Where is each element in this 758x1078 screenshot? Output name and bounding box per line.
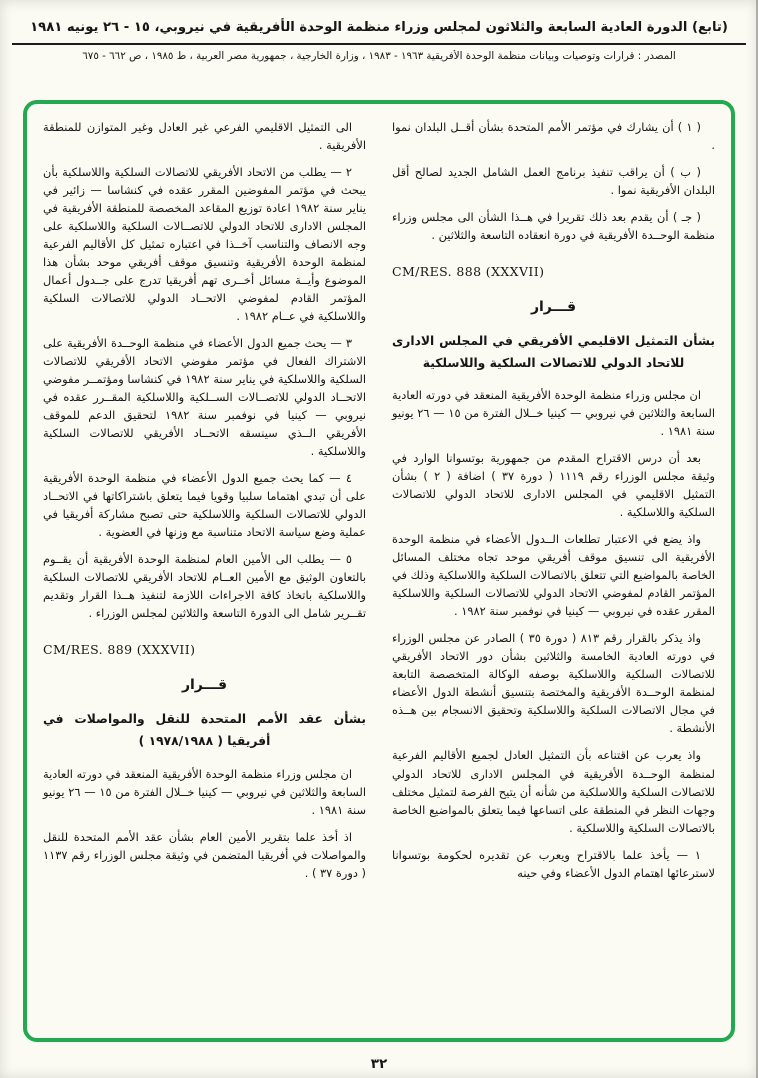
column-left — [43, 118, 366, 1024]
content-frame — [23, 100, 735, 1042]
paragraph: ٢ — يطلب من الاتحاد الأفريقي للاتصالات السلكية واللاسلكية بأن يبحث في مؤتمر المفوضين المقرر عقده في كنشاسا — زائير في يناير سنة ١٩٨٢ اعادة توزيع المقاعد المخصصة للمنطقة الأفريقية في المجلس الادارى للاتحاد الدولي للاتصــالات السلكية واللاسلكية على وجه الانصاف والتناسب آخــذا في اعتباره تمثيل كل الأقاليم الفرعية لمنظمة الوحدة الأفريقية وتنسيق موقف أفريقي موحد بشأن هذا الموضوع وأيــة مسائل أخــرى تهم أفريقيا تدرج على جــدول أعمال المؤتمر القادم لمفوضي الاتحــاد الدولي للاتصالات السلكية واللاسلكية في عــام ١٩٨٢ . — [43, 165, 366, 324]
paragraph: ان مجلس وزراء منظمة الوحدة الأفريقية المنعقد في دورته العادية السابعة والثلاثين في نيروبي — كينيا خــلال الفترة من ١٥ — ٢٦ يونيو سنة ١٩٨١ . — [392, 388, 715, 439]
paragraph: واذ يعرب عن اقتناعه بأن التمثيل العادل لجميع الأقاليم الفرعية لمنظمة الوحــدة الأفريقية في المجلس الادارى للاتحاد الدولي للاتصالات السلكية واللاسلكية من شأنه أن يتيح الفرصة لتمثيل مختلف وجهات النظر في المنطقة على اتساعها فيما يتعلق بالمواضيع الخاصة بالاتصالات السلكية واللاسلكية . — [392, 748, 715, 835]
header-divider — [12, 43, 746, 45]
resolution-title: بشأن التمثيل الاقليمي الأفريقي في المجلس الادارى للاتحاد الدولي للاتصالات السلكية واللاسلكية — [392, 333, 715, 371]
header-source-line: المصدر : قرارات وتوصيات وبيانات منظمة الوحدة الأفريقية ١٩٦٣ - ١٩٨٣ ، وزارة الخارجية ، جمهورية مصر العربية ، ط ١٩٨٥ ، ص ٦٦٢ - ٦٧٥ — [82, 49, 676, 62]
document-header — [0, 0, 758, 62]
column-right — [392, 118, 715, 1024]
page-number: ٣٢ — [370, 1056, 388, 1072]
header-title: (تابع) الدورة العادية السابعة والثلاثون لمجلس وزراء منظمة الوحدة الأفريقية في نيروبي، ١٥ - ٢٦ يونيه ١٩٨١ — [30, 20, 728, 35]
paragraph: ٤ — كما يحث جميع الدول الأعضاء في منظمة الوحدة الأفريقية على أن تبدي اهتماما سلبيا وقويا فيما يتعلق باشتراكاتها في الاتحــاد الدولي للاتصالات السلكية واللاسلكية حتى تصبح مشاركة أفريقيا في عملية وضع سياسة الاتحاد متناسبة مع وزنها في العضوية . — [43, 471, 366, 540]
paragraph: واذ يذكر بالقرار رقم ٨١٣ ( دورة ٣٥ ) الصادر عن مجلس الوزراء في دورته العادية الخامسة والثلاثين بشأن دور الاتحاد الأفريقي للاتصالات السلكية واللاسلكية بوصفه الوكالة المتخصصة التابعة لمنظمة الوحــدة الأفريقية والمختصة بتنسيق أنشطة الدول الأعضاء في مجال الاتصالات السلكية واللاسلكية وتحقيق الانسجام بين هــذه الأنشطة . — [392, 631, 715, 736]
resolution-ref: CM/RES. 888 (XXXVII) — [392, 264, 545, 280]
paragraph: اذ أخذ علما بتقرير الأمين العام بشأن عقد الأمم المتحدة للنقل والمواصلات في أفريقيا المتضمن في وثيقة مجلس الوزراء رقم ١١٣٧ ( دورة ٣٧ ) . — [43, 829, 366, 880]
paragraph: ٥ — يطلب الى الأمين العام لمنظمة الوحدة الأفريقية أن يقــوم بالتعاون الوثيق مع الأمين العــام للاتحاد الأفريقي للاتصالات السلكية واللاسلكية باتخاذ كافة الاجراءات اللازمة لتنفيذ هــذا القرار وتقديم تقــرير شامل الى الدورة التاسعة والثلاثين لمجلس الوزراء . — [43, 552, 366, 621]
paragraph: ( ١ ) أن يشارك في مؤتمر الأمم المتحدة بشأن أقــل البلدان نموا . — [392, 120, 715, 153]
resolution-word: قـــرار — [181, 677, 228, 694]
paragraph: الى التمثيل الاقليمي الفرعي غير العادل وغير المتوازن للمنطقة الأفريقية . — [43, 120, 366, 153]
paragraph: ١ — يأخذ علما بالاقتراح ويعرب عن تقديره لحكومة بوتسوانا لاسترعائها اهتمام الدول الأعضاء وفي حينه — [392, 847, 715, 880]
paragraph: ٣ — يحث جميع الدول الأعضاء في منظمة الوحــدة الأفريقية على الاشتراك الفعال في مؤتمر مفوضي الاتحاد الأفريقي للاتصالات السلكية واللاسلكية في يناير سنة ١٩٨٢ في كنشاسا ومؤتمــر مفوضي الاتحــاد الدولي للاتصــالات الســلكية واللاسلكية المقــرر عقده في نيروبي — كينيا في نوفمبر سنة ١٩٨٢ لتحقيق الدعم للموقف الأفريقي الــذي سينسقه الاتحــاد الأفريقي للاتصالات السلكية واللاسلكية . — [43, 336, 367, 459]
resolution-word: قـــرار — [530, 298, 577, 315]
page-footer — [0, 1056, 758, 1072]
paragraph: ( ب ) أن يراقب تنفيذ برنامج العمل الشامل الجديد لصالح أقل البلدان الأفريقية نموا . — [392, 165, 715, 198]
paragraph: بعد أن درس الاقتراح المقدم من جمهورية بوتسوانا الوارد في وثيقة مجلس الوزراء رقم ١١١٩ ( دورة ٣٧ ) اضافة ( ٢ ) بشأن التمثيل الاقليمي في المجلس الادارى للاتحاد الدولي للاتصالات السلكية واللاسلكية . — [392, 451, 716, 520]
paragraph: ان مجلس وزراء منظمة الوحدة الأفريقية المنعقد في دورته العادية السابعة والثلاثين في نيروبي — كينيا خــلال الفترة من ١٥ — ٢٦ يونيو سنة ١٩٨١ . — [43, 766, 366, 817]
resolution-title: بشأن عقد الأمم المتحدة للنقل والمواصلات في أفريقيا ( ١٩٧٨/١٩٨٨ ) — [43, 712, 366, 749]
paragraph: ( جـ ) أن يقدم بعد ذلك تقريرا في هــذا الشأن الى مجلس وزراء منظمة الوحــدة الأفريقية في دورة انعقاده التاسعة والثلاثين . — [392, 210, 715, 243]
resolution-ref: CM/RES. 889 (XXXVII) — [43, 642, 196, 658]
paragraph: واذ يضع في الاعتبار تطلعات الــدول الأعضاء في منظمة الوحدة الأفريقية الى تنسيق موقف أفريقي موحد تجاه مختلف المسائل الخاصة بالمواضيع التي تتعلق بالاتصالات السلكية واللاسلكية وذلك في المؤتمر القادم لمفوضي الاتحاد الدولي للاتصالات السلكية واللاسلكية المقرر عقده في نيروبي — كينيا في نوفمبر سنة ١٩٨٢ . — [392, 532, 715, 619]
